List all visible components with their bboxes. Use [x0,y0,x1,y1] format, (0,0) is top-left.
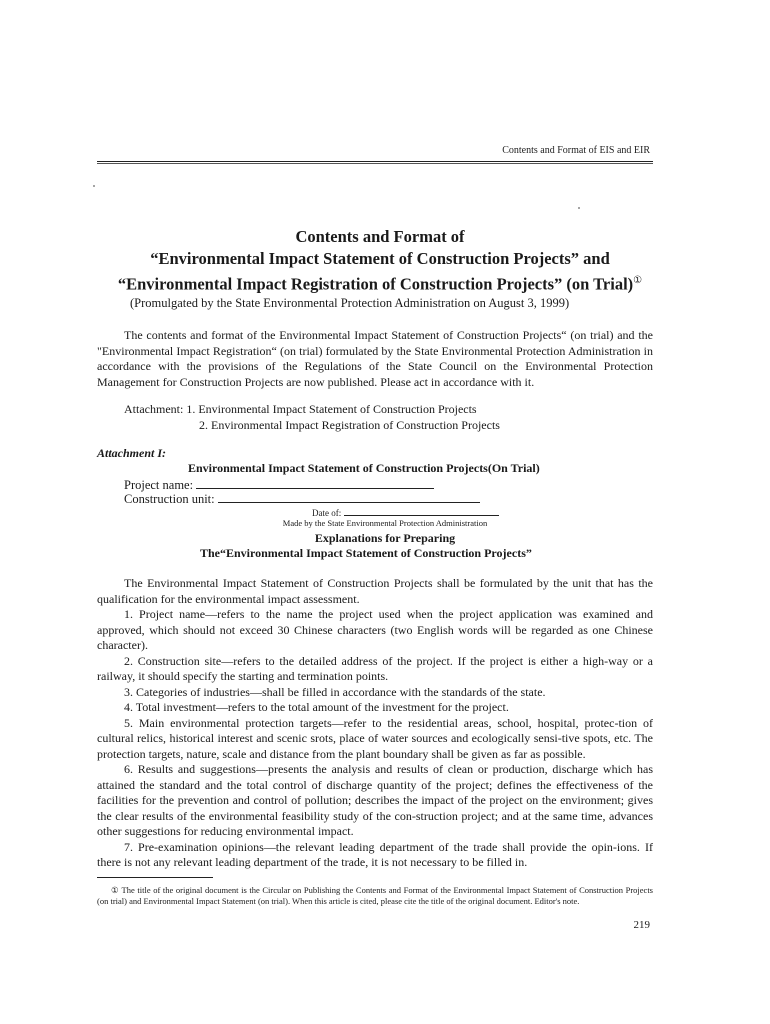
page-number: 219 [633,919,650,931]
explanations-subtitle: The“Environmental Impact Statement of Construction Projects” [200,546,532,560]
attachment-item-1-text: 1. Environmental Impact Statement of Construction Projects [186,402,477,416]
body-paragraph: 3. Categories of industries—shall be filled in accordance with the standards of the state. [124,684,546,699]
eis-heading: Environmental Impact Statement of Construction Projects(On Trial) [188,461,540,475]
body-paragraph: 7. Pre-examination opinions—the relevant leading department of the trade shall provide the opin-ions. If there is not any relevant leading department of the trade, it is not necessary to be filled in. [97,839,653,869]
date-label: Date of: [312,508,342,518]
construction-unit-blank [218,493,480,503]
footnote [97,885,653,906]
footnote-rule [97,877,213,878]
construction-unit-label: Construction unit: [124,492,215,506]
title-line-3-text: “Environmental Impact Registration of Construction Projects” (on Trial) [117,274,634,294]
project-name-blank [196,479,434,489]
header-rule [97,161,653,162]
promulgation-note: (Promulgated by the State Environmental Protection Administration on August 3, 1999) [130,296,570,310]
body-paragraph: 1. Project name—refers to the name the project used when the project application was examined and approved, which should not exceed 30 Chinese characters (two English words will be regarded as one Chinese character). [97,607,653,652]
project-name-field [124,478,434,493]
body-paragraph: 6. Results and suggestions—presents the analysis and results of clean or production, discharge which has attained the standard and the total control of discharge quantity of the project; defines the effectiveness of the facilities for the prevention and control of pollution; describes the impact of the project on the environment; gives the clear results of the environmental feasibility study of the con-struction project; and at the same time, advances other suggestions for reducing environmental impact. [97,762,653,838]
explanations-body [97,576,653,871]
body-paragraph: 4. Total investment—refers to the total amount of the investment for the project. [124,700,509,714]
explanations-title: Explanations for Preparing [314,531,456,545]
intro-text: The contents and format of the Environmental Impact Statement of Construction Projects“ (on trial) and the "Environmental Impact Registration“ (on trial) formulated by the State Environmental Protection Administration in accordance with the provisions of the Regulations of the State Council on the Environmental Protection Management for Construction Projects are now published. Please act in accordance with it. [97,328,653,389]
footnote-text: ① The title of the original document is the Circular on Publishing the Contents and Format of the Environmental Impact Statement of Construction Projects (on trial) and Environmental Impact Statement (on trial). When this article is cited, please cite the title of the original document. Editor's note. [97,885,653,906]
running-head: Contents and Format of EIS and EIR [502,145,650,156]
scan-speck [578,207,580,209]
title-line-3 [80,270,680,296]
scan-speck [93,185,95,187]
attachment-label: Attachment: [124,402,184,416]
body-paragraph: The Environmental Impact Statement of Construction Projects shall be formulated by the unit that has the qualification for the environmental impact assessment. [97,576,653,606]
title-line-2: “Environmental Impact Statement of Construction Projects” and [150,249,610,268]
attachment-item-2: 2. Environmental Impact Registration of Construction Projects [199,417,500,432]
project-name-label: Project name: [124,478,194,492]
intro-paragraph [97,328,653,390]
date-field [312,508,499,518]
header-rule-secondary [97,163,653,164]
title-line-1: Contents and Format of [295,227,465,246]
date-blank [344,508,499,516]
body-paragraph: 5. Main environmental protection targets—refer to the residential areas, school, hospital, protec-tion of cultural relics, historical interest and scenic srots, place of water sources and ecologically sensi-tive spots, etc. The protection targets, nature, scale and distance from the plant boundary shall be given as far as possible. [97,715,653,761]
attachment-item-1 [124,402,500,418]
made-by-note: Made by the State Environmental Protection Administration [282,518,488,528]
attachment-one-label: Attachment I: [97,446,167,460]
construction-unit-field [124,492,480,507]
body-paragraph: 2. Construction site—refers to the detailed address of the project. If the project is either a high-way or a railway, it should specify the starting and termination points. [97,653,653,683]
footnote-marker[interactable]: ① [633,275,643,286]
attachment-list [124,402,500,433]
document-title [80,226,680,296]
